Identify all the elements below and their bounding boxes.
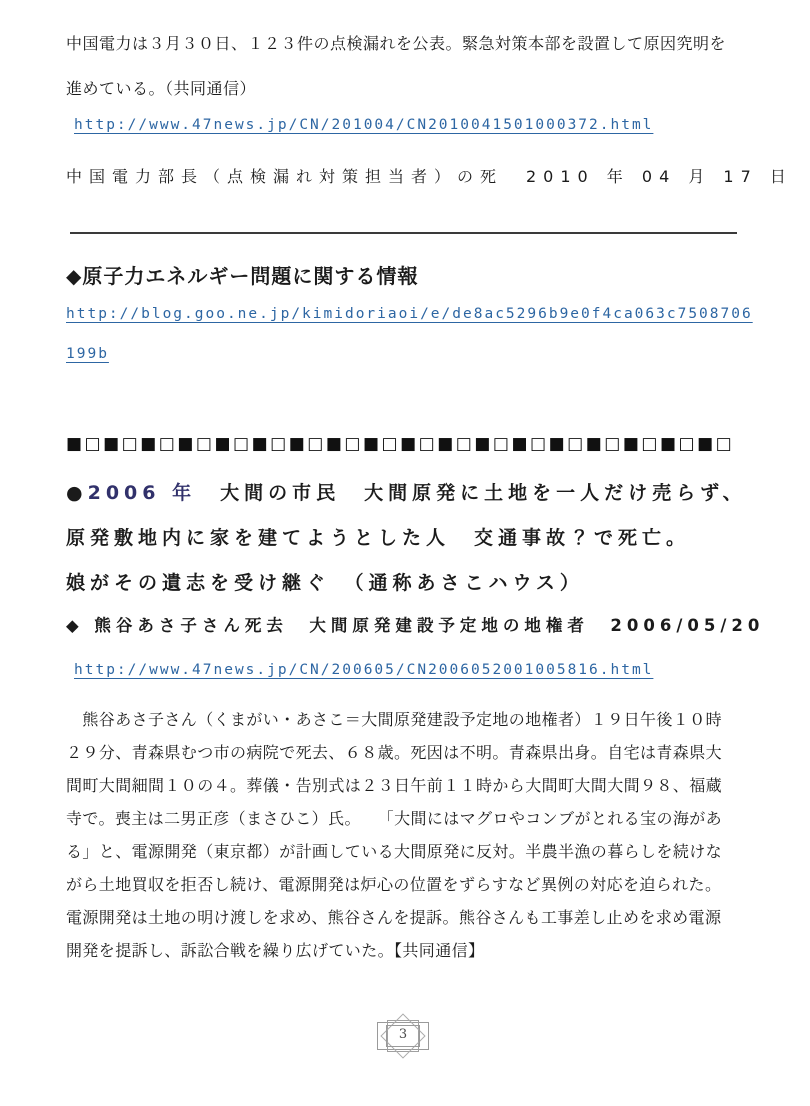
topic-2006-line2: 原発敷地内に家を建てようとした人 交通事故？で死亡。	[66, 527, 691, 549]
obit-paragraph	[66, 703, 740, 967]
obit-heading: ◆ 熊谷あさ子さん死去 大間原発建設予定地の地権者 2006/05/20	[66, 616, 765, 635]
bullet-icon: ●	[66, 482, 88, 504]
link-47news-2006[interactable]: http://www.47news.jp/CN/200605/CN2006052001005816.html	[74, 662, 654, 678]
blog-link-line2[interactable]: 199b	[66, 346, 109, 362]
document-page	[0, 21, 810, 1106]
topic-2006-heading	[66, 471, 747, 606]
info-heading: ◆原子力エネルギー問題に関する情報	[66, 264, 419, 288]
obit-line: 間町大間細間１０の４。葬儀・告別式は２３日午前１１時から大間町大間大間９８、福蔵	[66, 776, 723, 795]
topic-year: 2006 年	[87, 482, 197, 504]
obit-line: 開発を提訴し、訴訟合戦を繰り広げていた。【共同通信】	[66, 941, 485, 960]
page-content	[0, 21, 810, 1059]
intro-line: 中国電力は３月３０日、１２３件の点検漏れを公表。緊急対策本部を設置して原因究明を	[66, 34, 727, 53]
link-47news-2010[interactable]: http://www.47news.jp/CN/201004/CN2010041501000372.html	[74, 117, 654, 133]
topic-2006-line1	[66, 471, 747, 516]
blog-link-line1[interactable]: http://blog.goo.ne.jp/kimidoriaoi/e/de8ac5296b9e0f4ca063c7508706	[66, 306, 753, 322]
death-title-line: 中国電力部長（点検漏れ対策担当者）の死 2010 年 04 月 17 日	[66, 167, 793, 186]
obit-line: 電源開発は土地の明け渡しを求め、熊谷さんを提訴。熊谷さんも工事差し止めを求め電源	[66, 908, 722, 927]
obit-line: 寺で。喪主は二男正彦（まさひこ）氏。 「大間にはマグロやコンブがとれる宝の海があ	[66, 809, 723, 828]
intro-paragraph	[66, 21, 740, 111]
page-number-ornament	[375, 1013, 431, 1059]
topic-line1-text: 大間の市民 大間原発に土地を一人だけ売らず、	[196, 482, 747, 504]
squares-divider: ■□■□■□■□■□■□■□■□■□■□■□■□■□■□■□■□■□■□	[66, 434, 735, 454]
obit-line: る」と、電源開発（東京都）が計画している大間原発に反対。半農半漁の暮らしを続けな	[66, 842, 723, 861]
link-blog-goo[interactable]	[66, 294, 753, 374]
horizontal-divider	[70, 232, 737, 234]
page-number: 3	[398, 1027, 408, 1042]
topic-2006-line3: 娘がその遺志を受け継ぐ （通称あさこハウス）	[66, 572, 584, 594]
intro-line: 進めている。（共同通信）	[66, 79, 257, 98]
obit-line: がら土地買収を拒否し続け、電源開発は炉心の位置をずらすなど異例の対応を迫られた。	[66, 875, 722, 894]
obit-line: ２９分、青森県むつ市の病院で死去、６８歳。死因は不明。青森県出身。自宅は青森県大	[66, 743, 723, 762]
obit-line: 熊谷あさ子さん（くまがい・あさこ＝大間原発建設予定地の地権者）１９日午後１０時	[66, 710, 723, 729]
